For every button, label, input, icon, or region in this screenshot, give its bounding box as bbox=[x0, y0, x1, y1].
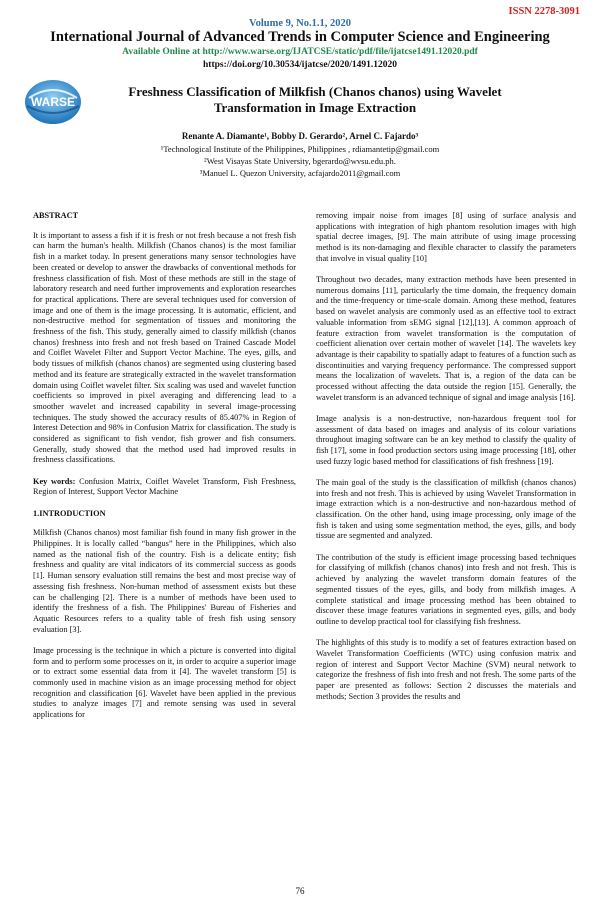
right-paragraph-6: The highlights of this study is to modify a set of features extraction based on Wavelet Transformation Coefficients (WTC) using confusion matrix and region of interest and Support Vector Machine (SVM) neural network to categorize the freshness of fish into fresh and not fresh. The some parts of the paper are presented as follows: Section 2 discusses the materials and methods; Section 3 provides the results and bbox=[316, 638, 576, 701]
right-column bbox=[316, 211, 576, 713]
issn-label: ISSN 2278-3091 bbox=[508, 6, 580, 17]
keywords-text: Confusion Matrix, Coiflet Wavelet Transform, Fish Freshness, Region of Interest, Support Vector Machine bbox=[33, 476, 296, 497]
title-line-1: Freshness Classification of Milkfish (Chanos chanos) using Wavelet bbox=[128, 84, 502, 99]
title-line-2: Transformation in Image Extraction bbox=[213, 100, 417, 115]
logo-text: WARSE bbox=[30, 95, 76, 109]
page-number: 76 bbox=[295, 886, 305, 896]
left-column bbox=[33, 211, 296, 731]
intro-paragraph-1: Milkfish (Chanos chanos) most familiar fish found in many fish grower in the Philippines. It is locally called “bangus” here in the Philippines, which also named as the national fish of the country. Fish is a delicate entity; fish freshness and quality are vital indicators of its commercial success as goods [1]. Human sensory evaluation still remains the best and most precise way of assessing fish freshness. Non-human method of assessment exists but these can be challenging [2]. There is a number of methods have been used to identify the freshness of a fish. The Philippines' Bureau of Fisheries and Aquatic Resources refers to a quality table of fresh fish using sensory evaluation [3]. bbox=[33, 528, 296, 634]
affiliation-3: ³Manuel L. Quezon University, acfajardo2011@gmail.com bbox=[199, 168, 401, 178]
intro-heading: 1.INTRODUCTION bbox=[33, 508, 106, 518]
paper-title bbox=[100, 84, 530, 116]
online-url-link[interactable]: Available Online at http://www.warse.org/IJATCSE/static/pdf/file/ijatcse1491.12020.pdf bbox=[122, 47, 478, 57]
abstract-heading: ABSTRACT bbox=[33, 211, 79, 220]
affiliation-1: ¹Technological Institute of the Philippines, Philippines , rdiamantetip@gmail.com bbox=[160, 144, 440, 154]
doi-link[interactable]: https://doi.org/10.30534/ijatcse/2020/1491.12020 bbox=[203, 60, 397, 70]
affiliation-2: ²West Visayas State University, bgerardo@wvsu.edu.ph. bbox=[204, 156, 396, 166]
author-list: Renante A. Diamante¹, Bobby D. Gerardo², Arnel C. Fajardo³ bbox=[181, 131, 419, 141]
abstract-text: It is important to assess a fish if it is fresh or not fresh because a not fresh fish can harm the human's health. Milkfish (Chanos chanos) is the most familiar fish in a market today. In present generations many sensor technologies have been created or develop to answer the drawbacks of conventional methods for freshness classification of fish. Most of these methods are still in the stage of laboratory research and need further improvements and exploration researches for practical applications. There are several techniques used for conversion of image and one of them is the image processing. It is automatic, efficient, and non-destructive method for segmentation of tissues and monitoring the freshness of the fish. This study, generally aimed to classify milkfish (chanos chanos) freshness into fresh and not fresh based on Trained Cascade Model and Coiflet Wavelet Filter and Support Vector Machine. The eyes, gills, and body tissues of milkfish (chanos chanos) are segmented using clustering based method and its feature are strategically extracted in the wavelet transformation domain using Coiflet wavelet filter. Six scaling was used and wavelet function coefficients so improved in pixel averaging and differencing lead to a smoother wavelet and increased capability in several image-processing techniques. The study showed the accuracy results of 85.407% in Region of Interest Detection and 98% in Confusion Matrix for classification. The study is considered as significant to fish vendor, fish grower and fish consumers. Generally, study showed that the method used had improved results in freshness classifications. bbox=[33, 230, 296, 465]
right-paragraph-3: Image analysis is a non-destructive, non-hazardous frequent tool for assessment of data based on images and analysis of its colour variations throughout imaging software can be an key method to classify the quality of fish [17], some in food production sectors using image processing [18], other used fuzzy logic based method for classifications of fish freshness [19]. bbox=[316, 413, 576, 466]
volume-label: Volume 9, No.1.1, 2020 bbox=[249, 18, 351, 29]
right-paragraph-1: removing impair noise from images [8] using of surface analysis and applications with integration of high phantom resolution images with high spatial decree images, [9]. The main attribute of using image processing method is its non-damaging and flexible character to classify the parameters that involve in visual quality [10] bbox=[316, 211, 576, 263]
intro-paragraph-2: Image processing is the technique in which a picture is converted into digital form and to perform some processes on it, in order to acquire a superior image or to extract some essential data from it [4]. The wavelet transform [5] is commonly used in machine vision as an image processing method for object recognition and classification [6]. Wavelet have been applied in the previous studies to analyze images [7] and remote sensing was used in several applications for bbox=[33, 645, 296, 720]
right-paragraph-5: The contribution of the study is efficient image processing based techniques for classifying of milkfish (chanos chanos) into fresh and not fresh. This is achieved by analyzing the wavelet transform domain features of the segmented tissues of the eyes, gills, and body from milkfish images. A complete statistical and image processing method has been obtained to discover these image features variations in segmented eyes, gills, and body outline to develop practical tool for classifying fish freshness. bbox=[316, 552, 576, 626]
journal-title: International Journal of Advanced Trends in Computer Science and Engineering bbox=[50, 29, 550, 45]
keywords-label: Key words: bbox=[33, 476, 76, 486]
warse-logo bbox=[15, 76, 91, 128]
keywords bbox=[33, 477, 296, 498]
right-paragraph-2: Throughout two decades, many extraction methods have been presented in numerous domains [11], particularly the time domain, the frequency domain and the time-frequency or time-scale domain. Among these method, features based on wavelet analysis are commonly used as an effective tool to extract valuable information from sEMG signal [12],[13]. A common approach of feature extraction from wavelet transformation is the computation of coefficient alienation over certain mother of wavelet [14]. The wavelets key advantage is their capability to spatially adapt to features of a function such as discontinuities and varying frequency performance. The compressed support means the localization of wavelets. That is, a region of the data can be processed without affecting the data outside the region [15]. Generally, the wavelet transform is an advanced technique of signal and image analysis [16]. bbox=[316, 275, 576, 402]
right-paragraph-4: The main goal of the study is the classification of milkfish (chanos chanos) into fresh and not fresh. This is achieved by using Wavelet Transformation in image extraction which is a non-destructive and non-hazardous method of classification. On the other hand, using image processing, only image of the fish is taken and using some segmentation method, the eyes, gills, and body tissue are segmented and analyzed. bbox=[316, 477, 576, 541]
